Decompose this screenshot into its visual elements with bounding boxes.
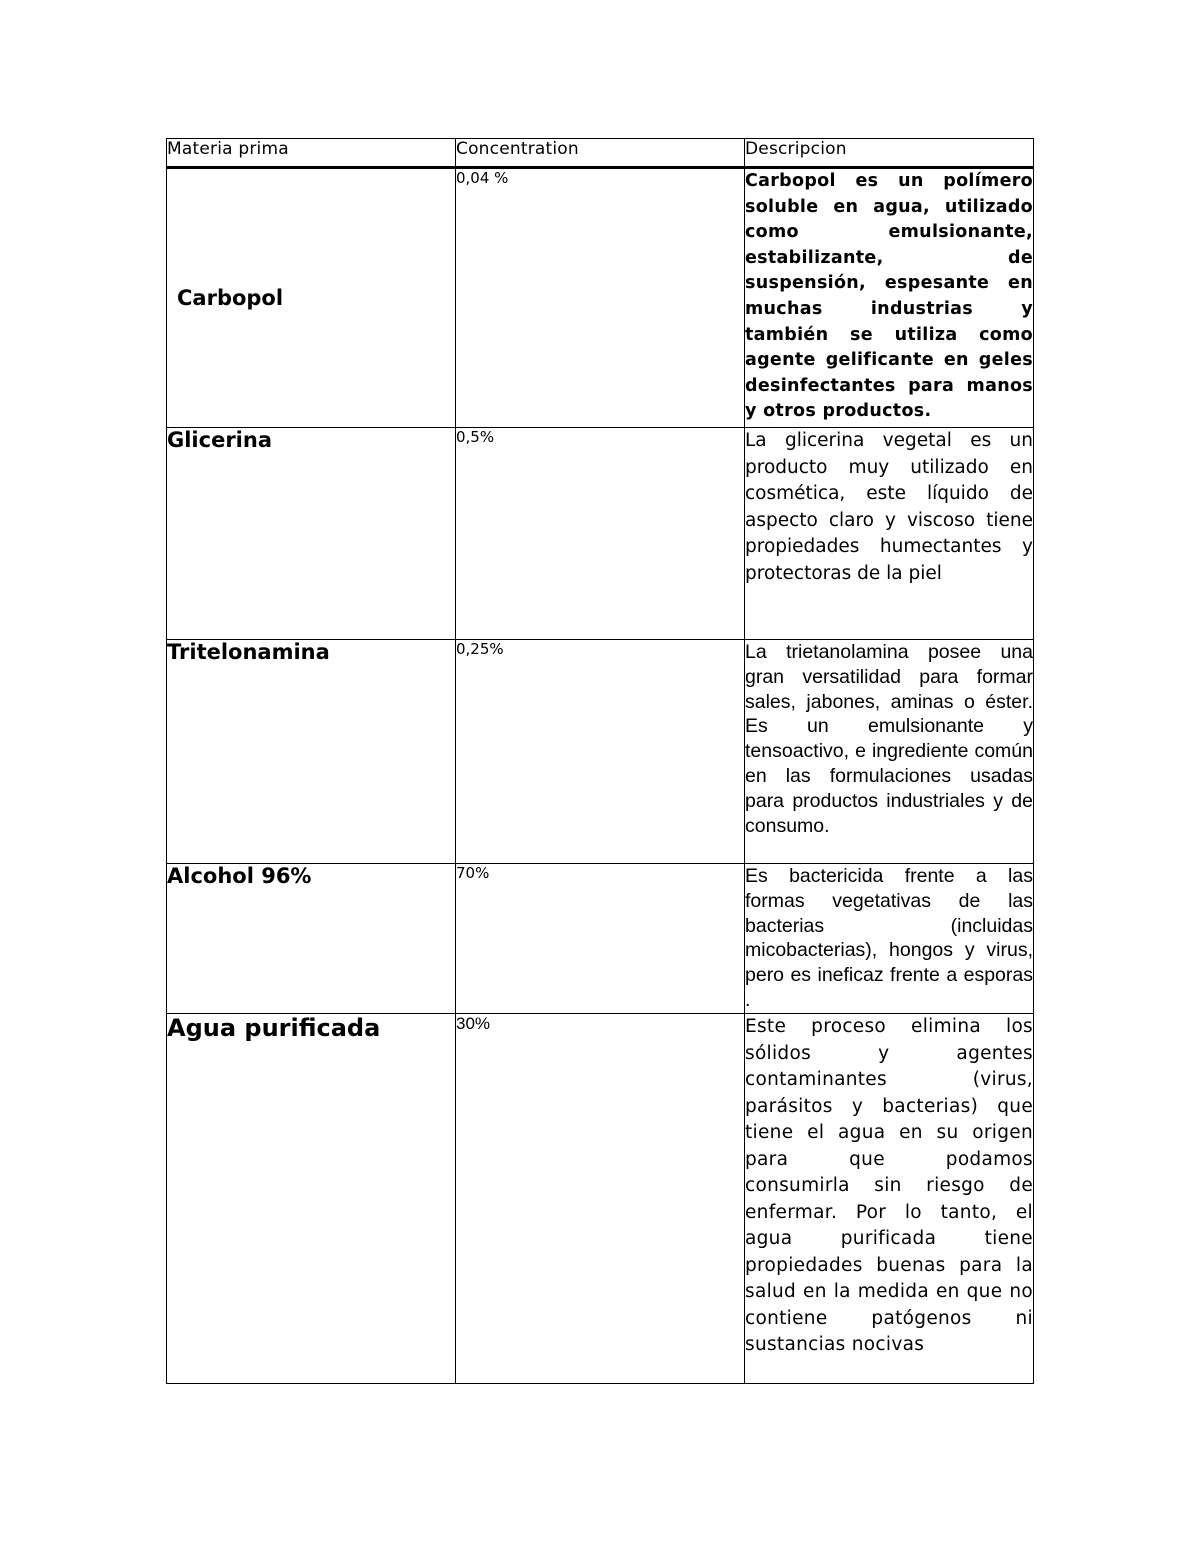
ingredient-name: Alcohol 96% — [167, 864, 456, 1014]
table-row — [167, 168, 1034, 428]
ingredient-name: Carbopol — [167, 168, 456, 428]
ingredient-name: Agua purificada — [167, 1014, 456, 1384]
ingredient-concentration: 0,25% — [456, 640, 745, 864]
ingredient-concentration: 0,04 % — [456, 168, 745, 428]
ingredient-name: Tritelonamina — [167, 640, 456, 864]
ingredient-description: Este proceso elimina los sólidos y agentes contaminantes (virus, parásitos y bacterias) que tiene el agua en su origen para que podamos consumirla sin riesgo de enfermar. Por lo tanto, el agua purificada tiene propiedades buenas para la salud en la medida en que no contiene patógenos ni sustancias nocivas — [745, 1014, 1034, 1384]
ingredient-concentration: 70% — [456, 864, 745, 1014]
table-row — [167, 428, 1034, 640]
ingredient-description: Es bactericida frente a las formas vegetativas de las bacterias (incluidas micobacterias), hongos y virus, pero es ineficaz frente a esporas . — [745, 864, 1034, 1014]
header-descripcion: Descripcion — [745, 139, 1034, 168]
ingredient-name: Glicerina — [167, 428, 456, 640]
ingredients-table — [166, 138, 1034, 1384]
ingredient-description: La glicerina vegetal es un producto muy utilizado en cosmética, este líquido de aspecto claro y viscoso tiene propiedades humectantes y protectoras de la piel — [745, 428, 1034, 640]
header-concentration: Concentration — [456, 139, 745, 168]
ingredient-concentration: 30% — [456, 1014, 745, 1384]
ingredient-concentration: 0,5% — [456, 428, 745, 640]
ingredient-description: La trietanolamina posee una gran versatilidad para formar sales, jabones, aminas o éster. Es un emulsionante y tensoactivo, e ingrediente común en las formulaciones usadas para productos industriales y de consumo. — [745, 640, 1034, 864]
table-row — [167, 1014, 1034, 1384]
table-header-row — [167, 139, 1034, 168]
table-row — [167, 864, 1034, 1014]
header-materia-prima: Materia prima — [167, 139, 456, 168]
table-row — [167, 640, 1034, 864]
ingredient-description: Carbopol es un polímero soluble en agua, utilizado como emulsionante, estabilizante, de suspensión, espesante en muchas industrias y también se utiliza como agente gelificante en geles desinfectantes para manos y otros productos. — [745, 168, 1034, 428]
